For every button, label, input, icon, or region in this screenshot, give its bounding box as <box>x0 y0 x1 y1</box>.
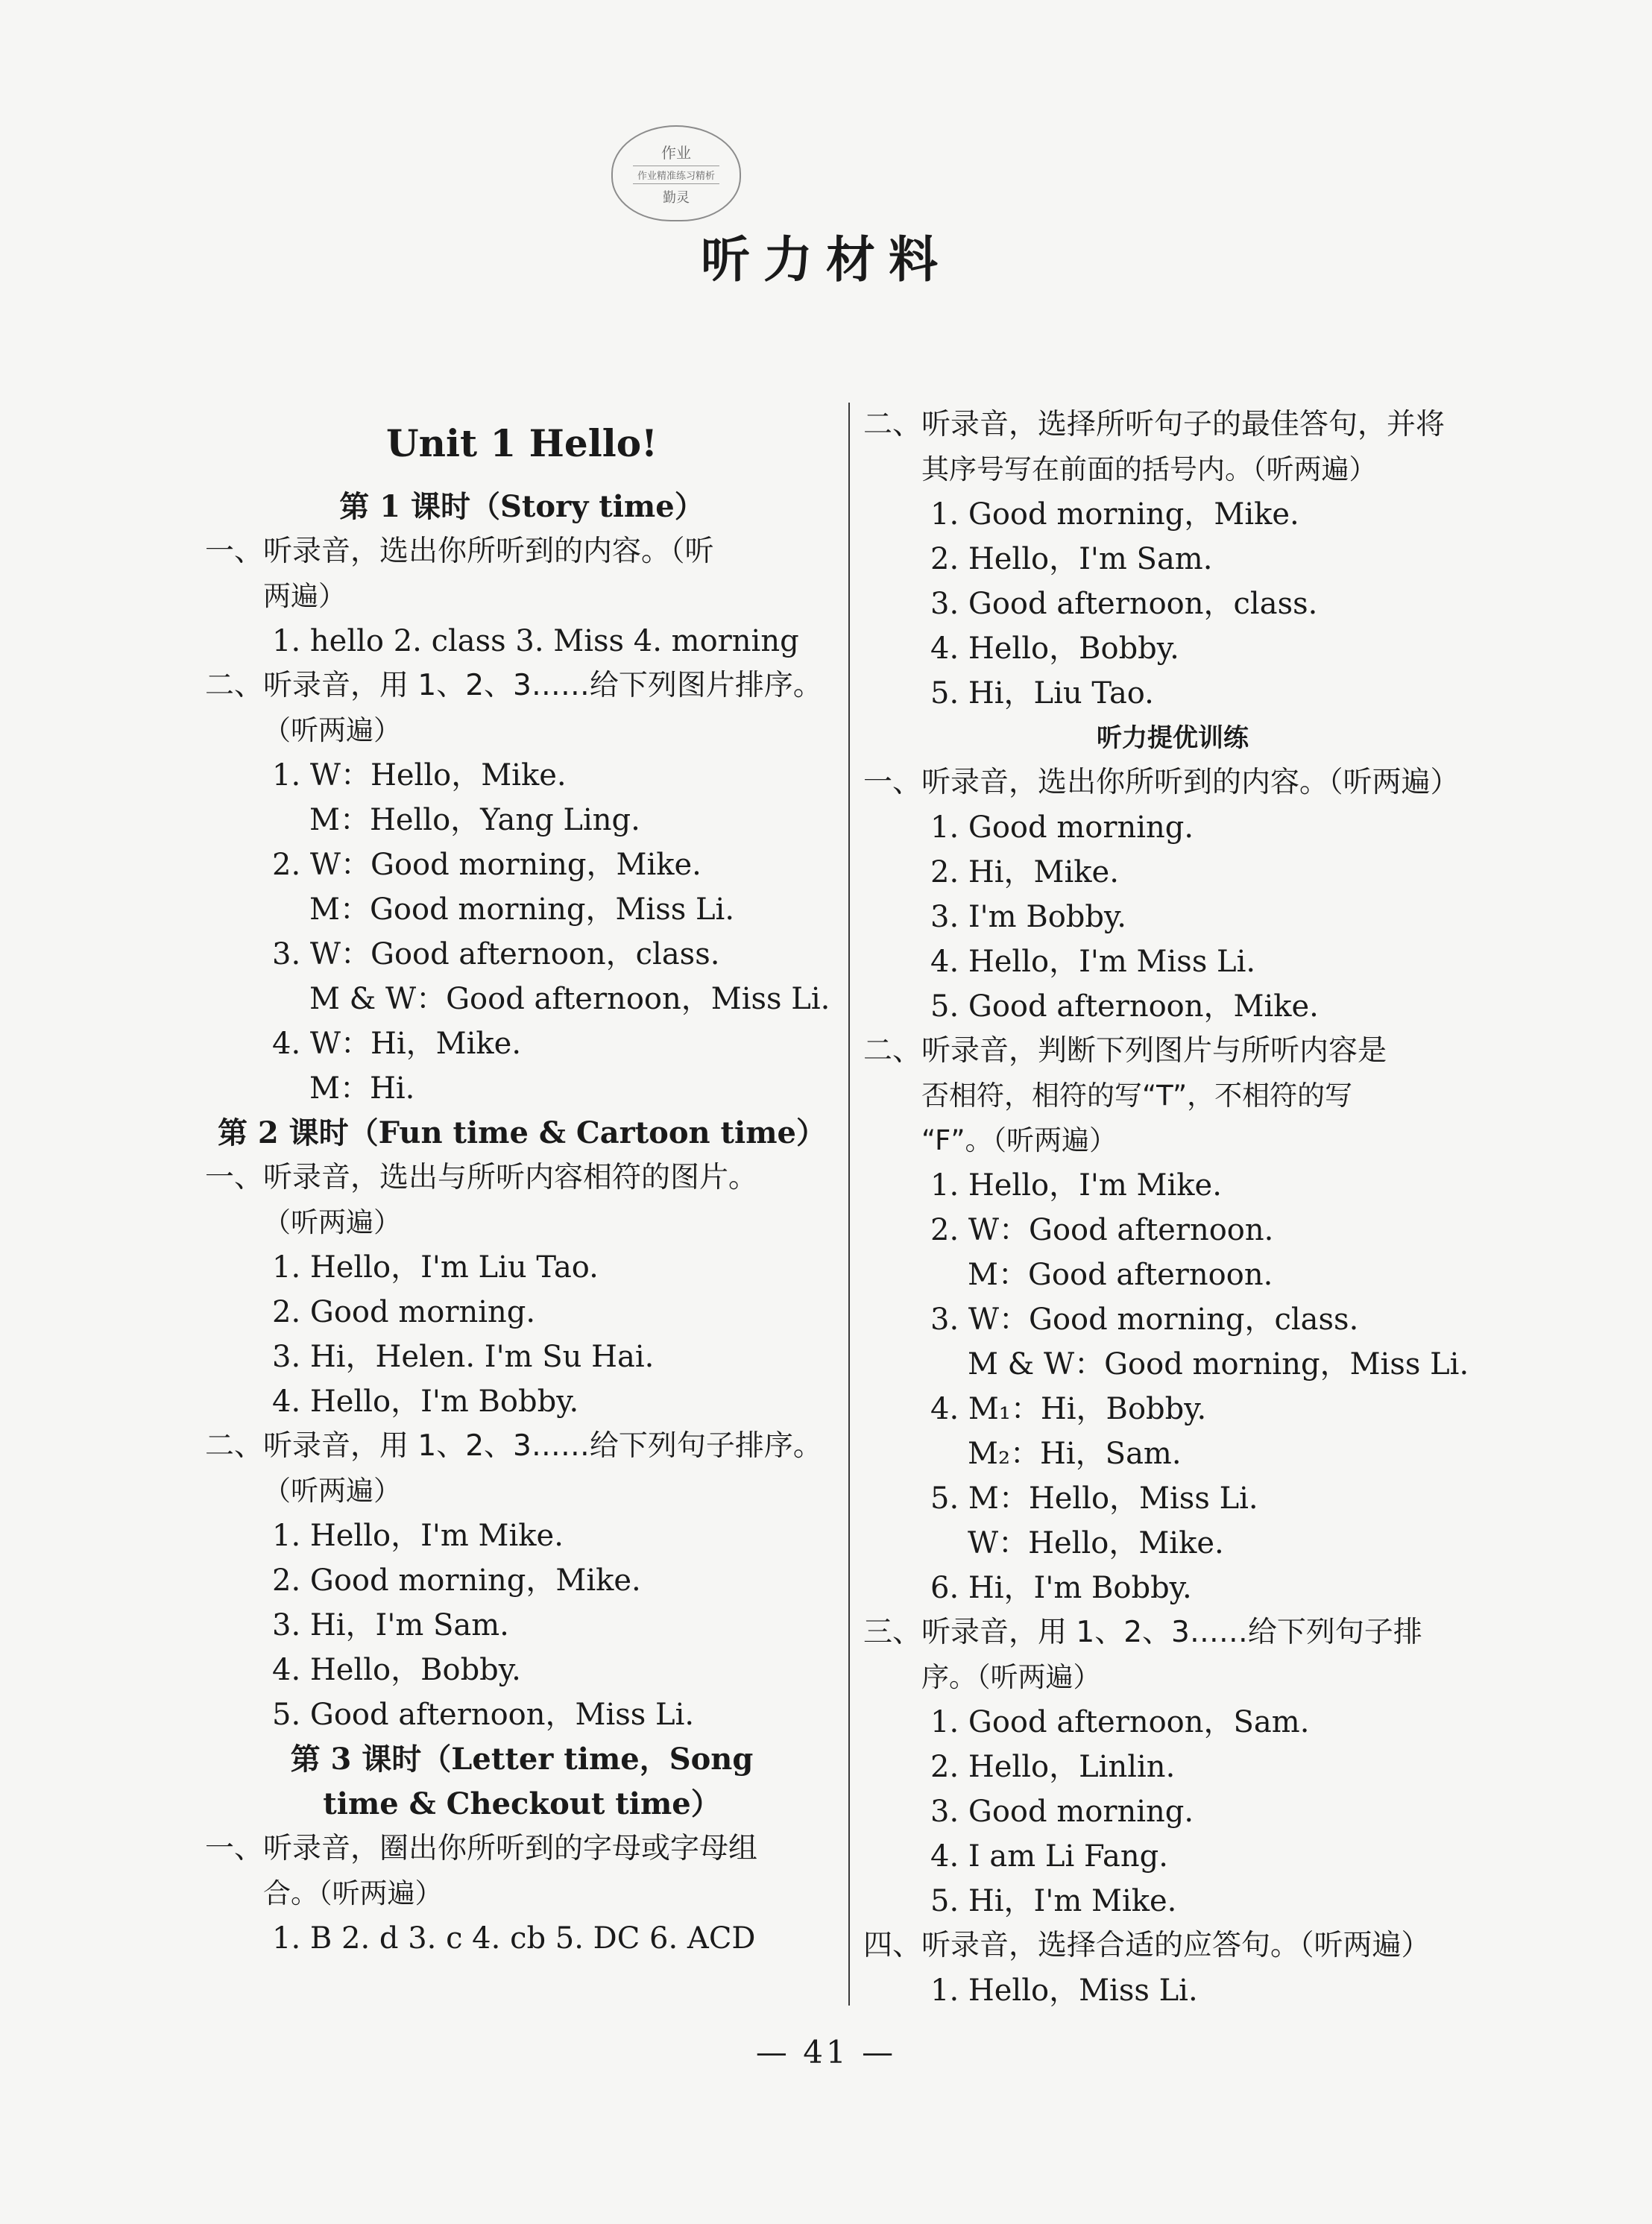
question-heading: 二、听录音，用 1、2、3……给下列图片排序。 <box>205 669 822 702</box>
stamp-line-1: 作业 <box>661 143 691 162</box>
transcript-line: 1. W：Hello，Mike. <box>272 758 567 793</box>
column-divider <box>848 403 850 2006</box>
transcript-line: W：Hello，Mike. <box>968 1526 1224 1560</box>
transcript-line: 3. I'm Bobby. <box>930 900 1127 934</box>
transcript-line: 2. Good morning. <box>272 1295 536 1329</box>
transcript-line: 1. Hello，I'm Mike. <box>272 1519 564 1553</box>
right-column <box>863 403 1482 2013</box>
transcript-line: 5. Hi，I'm Mike. <box>930 1884 1177 1918</box>
transcript-line: 5. M：Hello，Miss Li. <box>930 1481 1258 1516</box>
transcript-line: 3. W：Good morning，class. <box>930 1302 1359 1337</box>
transcript-line: 2. Hi，Mike. <box>930 855 1119 889</box>
transcript-line: 1. Good morning，Mike. <box>930 497 1299 532</box>
transcript-line: 1. Hello，I'm Liu Tao. <box>272 1250 599 1285</box>
transcript-line: 其序号写在前面的括号内。（听两遍） <box>921 453 1377 485</box>
transcript-line: （听两遍） <box>263 1475 401 1507</box>
transcript-line: 5. Good afternoon，Miss Li. <box>272 1698 695 1732</box>
transcript-line: 1. Good afternoon，Sam. <box>930 1705 1310 1739</box>
transcript-line: 5. Good afternoon，Mike. <box>930 989 1319 1024</box>
lesson-title: 第 1 课时（Story time） <box>339 489 704 524</box>
transcript-line: 3. Good afternoon，class. <box>930 587 1318 621</box>
transcript-line: 否相符，相符的写“T”，不相符的写 <box>921 1080 1353 1112</box>
question-heading: 四、听录音，选择合适的应答句。（听两遍） <box>863 1929 1431 1962</box>
transcript-line: 4. I am Li Fang. <box>930 1839 1168 1874</box>
transcript-line: 1. B 2. d 3. c 4. cb 5. DC 6. ACD <box>272 1921 756 1956</box>
logo-stamp <box>611 125 741 221</box>
transcript-line: 2. Good morning，Mike. <box>272 1563 641 1598</box>
transcript-line: M：Hello，Yang Ling. <box>309 803 640 837</box>
transcript-line: 合。（听两遍） <box>263 1877 443 1909</box>
page-number: — 41 — <box>755 2034 897 2070</box>
transcript-line: 4. Hello，Bobby. <box>930 631 1179 666</box>
question-heading: 一、听录音，选出你所听到的内容。（听 <box>205 535 714 568</box>
transcript-line: 6. Hi，I'm Bobby. <box>930 1571 1192 1605</box>
question-heading: 二、听录音，用 1、2、3……给下列句子排序。 <box>205 1429 822 1463</box>
transcript-line: 4. Hello，I'm Bobby. <box>272 1385 579 1419</box>
transcript-line: （听两遍） <box>263 714 401 746</box>
question-heading: 一、听录音，选出你所听到的内容。（听两遍） <box>863 766 1460 799</box>
question-heading: 二、听录音，判断下列图片与所听内容是 <box>863 1034 1387 1068</box>
transcript-line: （听两遍） <box>263 1206 401 1238</box>
transcript-line: 3. W：Good afternoon，class. <box>272 937 720 971</box>
transcript-line: 4. Hello，I'm Miss Li. <box>930 945 1256 979</box>
transcript-line: M：Good morning，Miss Li. <box>309 892 735 927</box>
transcript-line: 2. W：Good afternoon. <box>930 1213 1274 1247</box>
lesson-title: 第 3 课时（Letter time，Song <box>290 1742 754 1777</box>
question-heading: 一、听录音，选出与所听内容相符的图片。 <box>205 1161 758 1194</box>
transcript-line: 序。（听两遍） <box>921 1661 1101 1693</box>
transcript-line: 4. M₁：Hi，Bobby. <box>930 1392 1207 1426</box>
lesson-title: time & Checkout time） <box>323 1786 721 1821</box>
transcript-line: 3. Hi，I'm Sam. <box>272 1608 509 1642</box>
stamp-line-3: 勤灵 <box>663 189 690 206</box>
question-heading: 三、听录音，用 1、2、3……给下列句子排 <box>863 1616 1422 1649</box>
transcript-line: 4. Hello，Bobby. <box>272 1653 521 1687</box>
unit-title: Unit 1 Hello! <box>386 421 658 465</box>
transcript-line: 2. W：Good morning，Mike. <box>272 848 702 882</box>
left-column <box>205 403 839 1961</box>
transcript-line: 3. Good morning. <box>930 1795 1194 1829</box>
transcript-line: 4. W：Hi，Mike. <box>272 1027 522 1061</box>
page-title: 听力材料 <box>701 231 951 289</box>
question-heading: 二、听录音，选择所听句子的最佳答句，并将 <box>863 408 1446 441</box>
transcript-line: 2. Hello，I'm Sam. <box>930 542 1213 576</box>
transcript-line: M：Hi. <box>309 1071 415 1106</box>
lesson-title: 第 2 课时（Fun time & Cartoon time） <box>218 1115 826 1150</box>
transcript-line: 2. Hello，Linlin. <box>930 1750 1176 1784</box>
transcript-line: 1. Hello，Miss Li. <box>930 1973 1198 2008</box>
stamp-line-2: 作业精准练习精析 <box>633 166 719 184</box>
transcript-line: “F”。（听两遍） <box>921 1124 1117 1156</box>
transcript-line: 1. Hello，I'm Mike. <box>930 1168 1222 1203</box>
transcript-line: M & W：Good morning，Miss Li. <box>968 1347 1469 1382</box>
transcript-line: 3. Hi，Helen. I'm Su Hai. <box>272 1340 655 1374</box>
transcript-line: 两遍） <box>263 580 346 612</box>
question-heading: 一、听录音，圈出你所听到的字母或字母组 <box>205 1832 758 1865</box>
transcript-line: 1. hello 2. class 3. Miss 4. morning <box>272 624 799 658</box>
transcript-line: M：Good afternoon. <box>968 1258 1273 1292</box>
transcript-line: 1. Good morning. <box>930 810 1194 845</box>
transcript-line: M₂：Hi，Sam. <box>968 1437 1182 1471</box>
transcript-line: 5. Hi，Liu Tao. <box>930 676 1154 711</box>
transcript-line: M & W：Good afternoon，Miss Li. <box>309 982 830 1016</box>
section-subtitle: 听力提优训练 <box>1097 723 1249 753</box>
